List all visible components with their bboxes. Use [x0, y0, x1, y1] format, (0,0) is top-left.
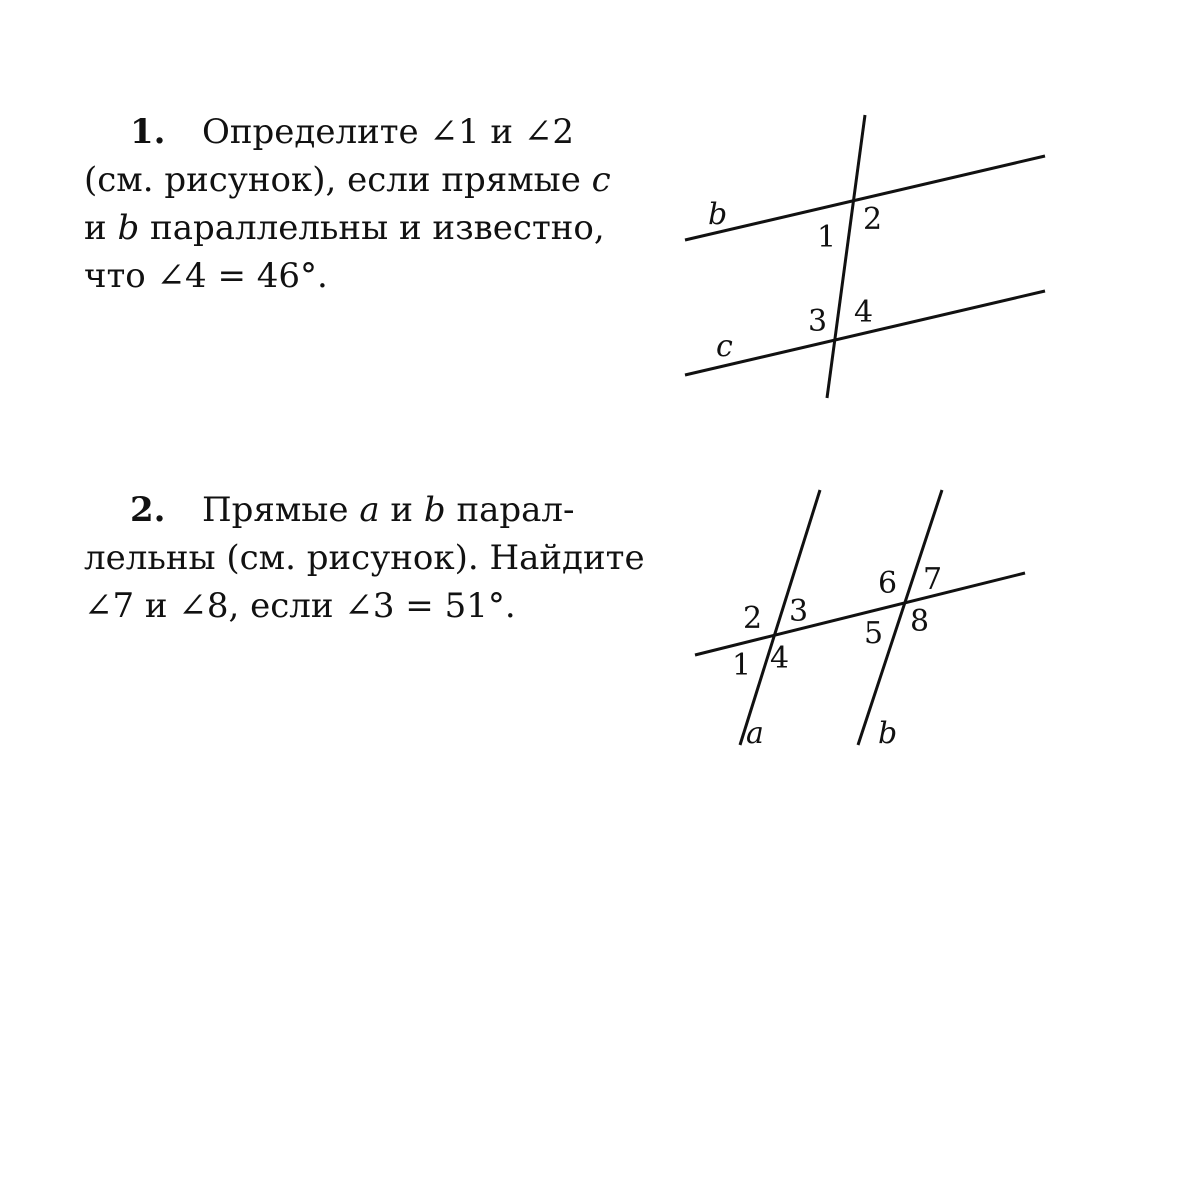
angle-7-label: 7	[923, 562, 943, 597]
problem-1-text-2: (см. рисунок), если прямые	[84, 160, 592, 200]
problem-2-line-3	[84, 582, 644, 630]
problem-1-text-3a: и	[84, 208, 118, 248]
problem-2-text-1b: и	[379, 490, 424, 530]
line-a-label: a	[746, 716, 764, 751]
problem-2-text-1c: парал-	[445, 490, 575, 530]
angle-1-label: 1	[817, 220, 837, 255]
problem-1-var-b: b	[117, 208, 140, 248]
problem-2-var-b: b	[423, 490, 446, 530]
problem-2-number: 2.	[130, 490, 166, 530]
problem-1-line-4	[84, 252, 644, 300]
problem-1-number: 1.	[130, 112, 166, 152]
problem-2-line-1	[84, 486, 644, 534]
angle-4-label: 4	[854, 295, 874, 330]
line-c-label: c	[716, 329, 733, 364]
angle-4-label: 4	[770, 641, 790, 676]
problem-1-text-4: что ∠4 = 46°.	[84, 256, 328, 296]
angle-6-label: 6	[878, 566, 898, 601]
transversal-line	[827, 115, 865, 398]
problem-2-text-2: лельны (см. рисунок). Найдите	[84, 538, 645, 578]
angle-3-label: 3	[808, 304, 828, 339]
angle-2-label: 2	[863, 202, 883, 237]
problem-1-text-1: Определите ∠1 и ∠2	[202, 112, 574, 152]
angle-3-label: 3	[789, 594, 809, 629]
problem-1-line-1	[84, 108, 644, 156]
problem-1-line-2	[84, 156, 644, 204]
problem-2-line-2	[84, 534, 644, 582]
figure-1-diagram	[670, 100, 1060, 410]
line-b-label: b	[708, 197, 728, 232]
problem-2-text-3: ∠7 и ∠8, если ∠3 = 51°.	[84, 586, 516, 626]
problem-2-var-a: a	[359, 490, 380, 530]
line-b-label: b	[878, 716, 898, 751]
angle-8-label: 8	[910, 604, 930, 639]
problem-1-var-c: c	[591, 160, 611, 200]
problem-1-text-3b: параллельны и известно,	[139, 208, 605, 248]
angle-5-label: 5	[864, 616, 884, 651]
problem-1	[84, 108, 644, 300]
problem-2-text-1a: Прямые	[202, 490, 360, 530]
problem-2	[84, 486, 644, 630]
angle-1-label: 1	[732, 648, 752, 683]
figure-2-diagram	[680, 480, 1040, 760]
problem-1-line-3	[84, 204, 644, 252]
angle-2-label: 2	[743, 601, 763, 636]
